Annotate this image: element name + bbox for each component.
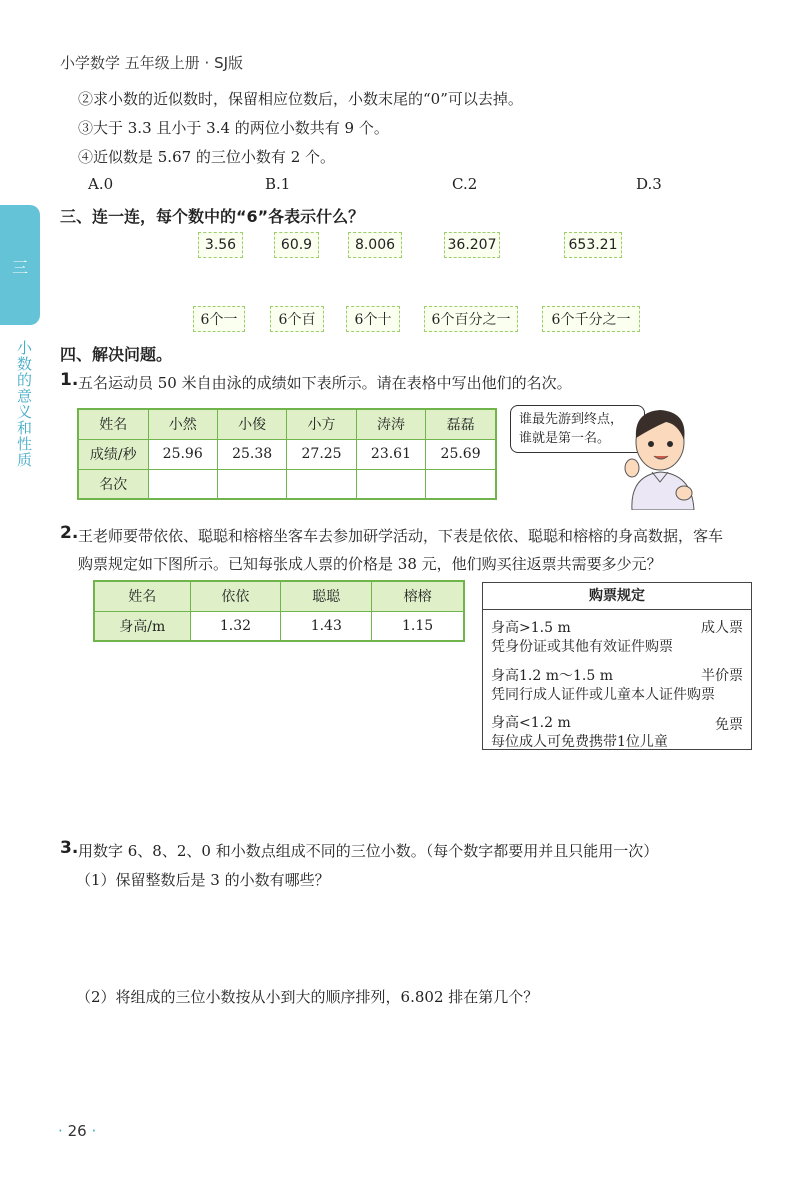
problem-3-sub-1: （1）保留整数后是 3 的小数有哪些？ xyxy=(76,871,330,889)
table-row-header: 身高/m xyxy=(94,611,190,641)
table-cell: 1.15 xyxy=(372,611,464,641)
chapter-tab-label: 三 xyxy=(12,258,29,277)
number-box: 653.21 xyxy=(564,232,622,258)
rule-1-type: 成人票 xyxy=(701,620,743,636)
table-cell: 磊磊 xyxy=(426,409,496,439)
table-row-header: 名次 xyxy=(78,469,148,499)
rule-2-type: 半价票 xyxy=(701,668,743,684)
table-cell: 小然 xyxy=(148,409,217,439)
problem-3-number: 3. xyxy=(60,838,79,858)
problem-2-text-line-2: 购票规定如下图所示。已知每张成人票的价格是 38 元，他们购买往返票共需要多少元？ xyxy=(78,555,662,573)
table-cell: 23.61 xyxy=(356,439,425,469)
label-box: 6个十 xyxy=(346,306,400,332)
rule-1-condition: 身高>1.5 m xyxy=(491,620,571,636)
label-box: 6个千分之一 xyxy=(542,306,640,332)
swim-results-table xyxy=(77,408,497,500)
rule-3-type: 免票 xyxy=(715,717,743,733)
table-row-header: 姓名 xyxy=(78,409,148,439)
option-d: D.3 xyxy=(636,175,662,193)
statement-3: ③大于 3.3 且小于 3.4 的两位小数共有 9 个。 xyxy=(78,119,389,137)
ticket-rules-title: 购票规定 xyxy=(589,588,645,604)
label-box: 6个百分之一 xyxy=(424,306,518,332)
label-box: 6个百 xyxy=(270,306,324,332)
table-cell: 小方 xyxy=(287,409,356,439)
bubble-line: 谁就是第一名。 xyxy=(519,431,611,446)
answer-cell[interactable] xyxy=(148,469,217,499)
statement-2: ②求小数的近似数时，保留相应位数后，小数末尾的“0”可以去掉。 xyxy=(78,90,523,108)
table-cell: 榕榕 xyxy=(372,581,464,611)
running-header: 小学数学 五年级上册 · SJ版 xyxy=(60,54,244,72)
page-number xyxy=(58,1122,96,1140)
table-cell: 小俊 xyxy=(217,409,286,439)
bubble-line: 谁最先游到终点， xyxy=(519,412,624,427)
answer-cell[interactable] xyxy=(426,469,496,499)
number-box: 60.9 xyxy=(274,232,319,258)
problem-2-number: 2. xyxy=(60,523,79,543)
option-b: B.1 xyxy=(265,175,291,193)
number-box: 36.207 xyxy=(444,232,500,258)
answer-cell[interactable] xyxy=(287,469,356,499)
problem-3-sub-2: （2）将组成的三位小数按从小到大的顺序排列，6.802 排在第几个？ xyxy=(76,988,539,1006)
table-cell: 25.69 xyxy=(426,439,496,469)
table-cell: 涛涛 xyxy=(356,409,425,439)
table-cell: 25.96 xyxy=(148,439,217,469)
rule-3-condition: 身高<1.2 m xyxy=(491,715,571,731)
rule-3-note: 每位成人可免费携带1位儿童 xyxy=(491,734,668,750)
table-row-header: 成绩/秒 xyxy=(78,439,148,469)
number-box: 8.006 xyxy=(348,232,402,258)
problem-1-number: 1. xyxy=(60,370,79,390)
problem-1-text: 五名运动员 50 米自由泳的成绩如下表所示。请在表格中写出他们的名次。 xyxy=(78,374,572,392)
page-number-value: 26 xyxy=(67,1122,87,1140)
problem-3-text: 用数字 6、8、2、0 和小数点组成不同的三位小数。（每个数字都要用并且只能用一次） xyxy=(78,842,659,860)
footer-dot: · xyxy=(58,1122,63,1140)
section-4-title: 四、解决问题。 xyxy=(60,345,173,364)
table-cell: 1.43 xyxy=(281,611,372,641)
option-c: C.2 xyxy=(452,175,478,193)
table-cell: 聪聪 xyxy=(281,581,372,611)
option-a: A.0 xyxy=(88,175,114,193)
problem-2-text-line-1: 王老师要带依依、聪聪和榕榕坐客车去参加研学活动，下表是依依、聪聪和榕榕的身高数据，客车 xyxy=(78,527,724,545)
label-box: 6个一 xyxy=(193,306,245,332)
answer-cell[interactable] xyxy=(356,469,425,499)
section-3-title: 三、连一连，每个数中的“6”各表示什么？ xyxy=(60,207,365,226)
chapter-tab xyxy=(0,205,40,325)
height-table xyxy=(93,580,465,642)
statement-4: ④近似数是 5.67 的三位小数有 2 个。 xyxy=(78,148,336,166)
rule-2-condition: 身高1.2 m～1.5 m xyxy=(491,668,613,684)
table-cell: 25.38 xyxy=(217,439,286,469)
answer-cell[interactable] xyxy=(217,469,286,499)
ticket-rules-box xyxy=(482,582,752,750)
table-cell: 27.25 xyxy=(287,439,356,469)
table-cell: 1.32 xyxy=(190,611,281,641)
table-row-header: 姓名 xyxy=(94,581,190,611)
rule-1-note: 凭身份证或其他有效证件购票 xyxy=(491,639,673,655)
table-cell: 依依 xyxy=(190,581,281,611)
chapter-title-vertical: 小数的意义和性质 xyxy=(15,340,33,468)
boy-illustration xyxy=(612,398,712,510)
footer-dot: · xyxy=(91,1122,97,1140)
rule-2-note: 凭同行成人证件或儿童本人证件购票 xyxy=(491,687,715,703)
number-box: 3.56 xyxy=(198,232,243,258)
divider xyxy=(483,609,751,610)
